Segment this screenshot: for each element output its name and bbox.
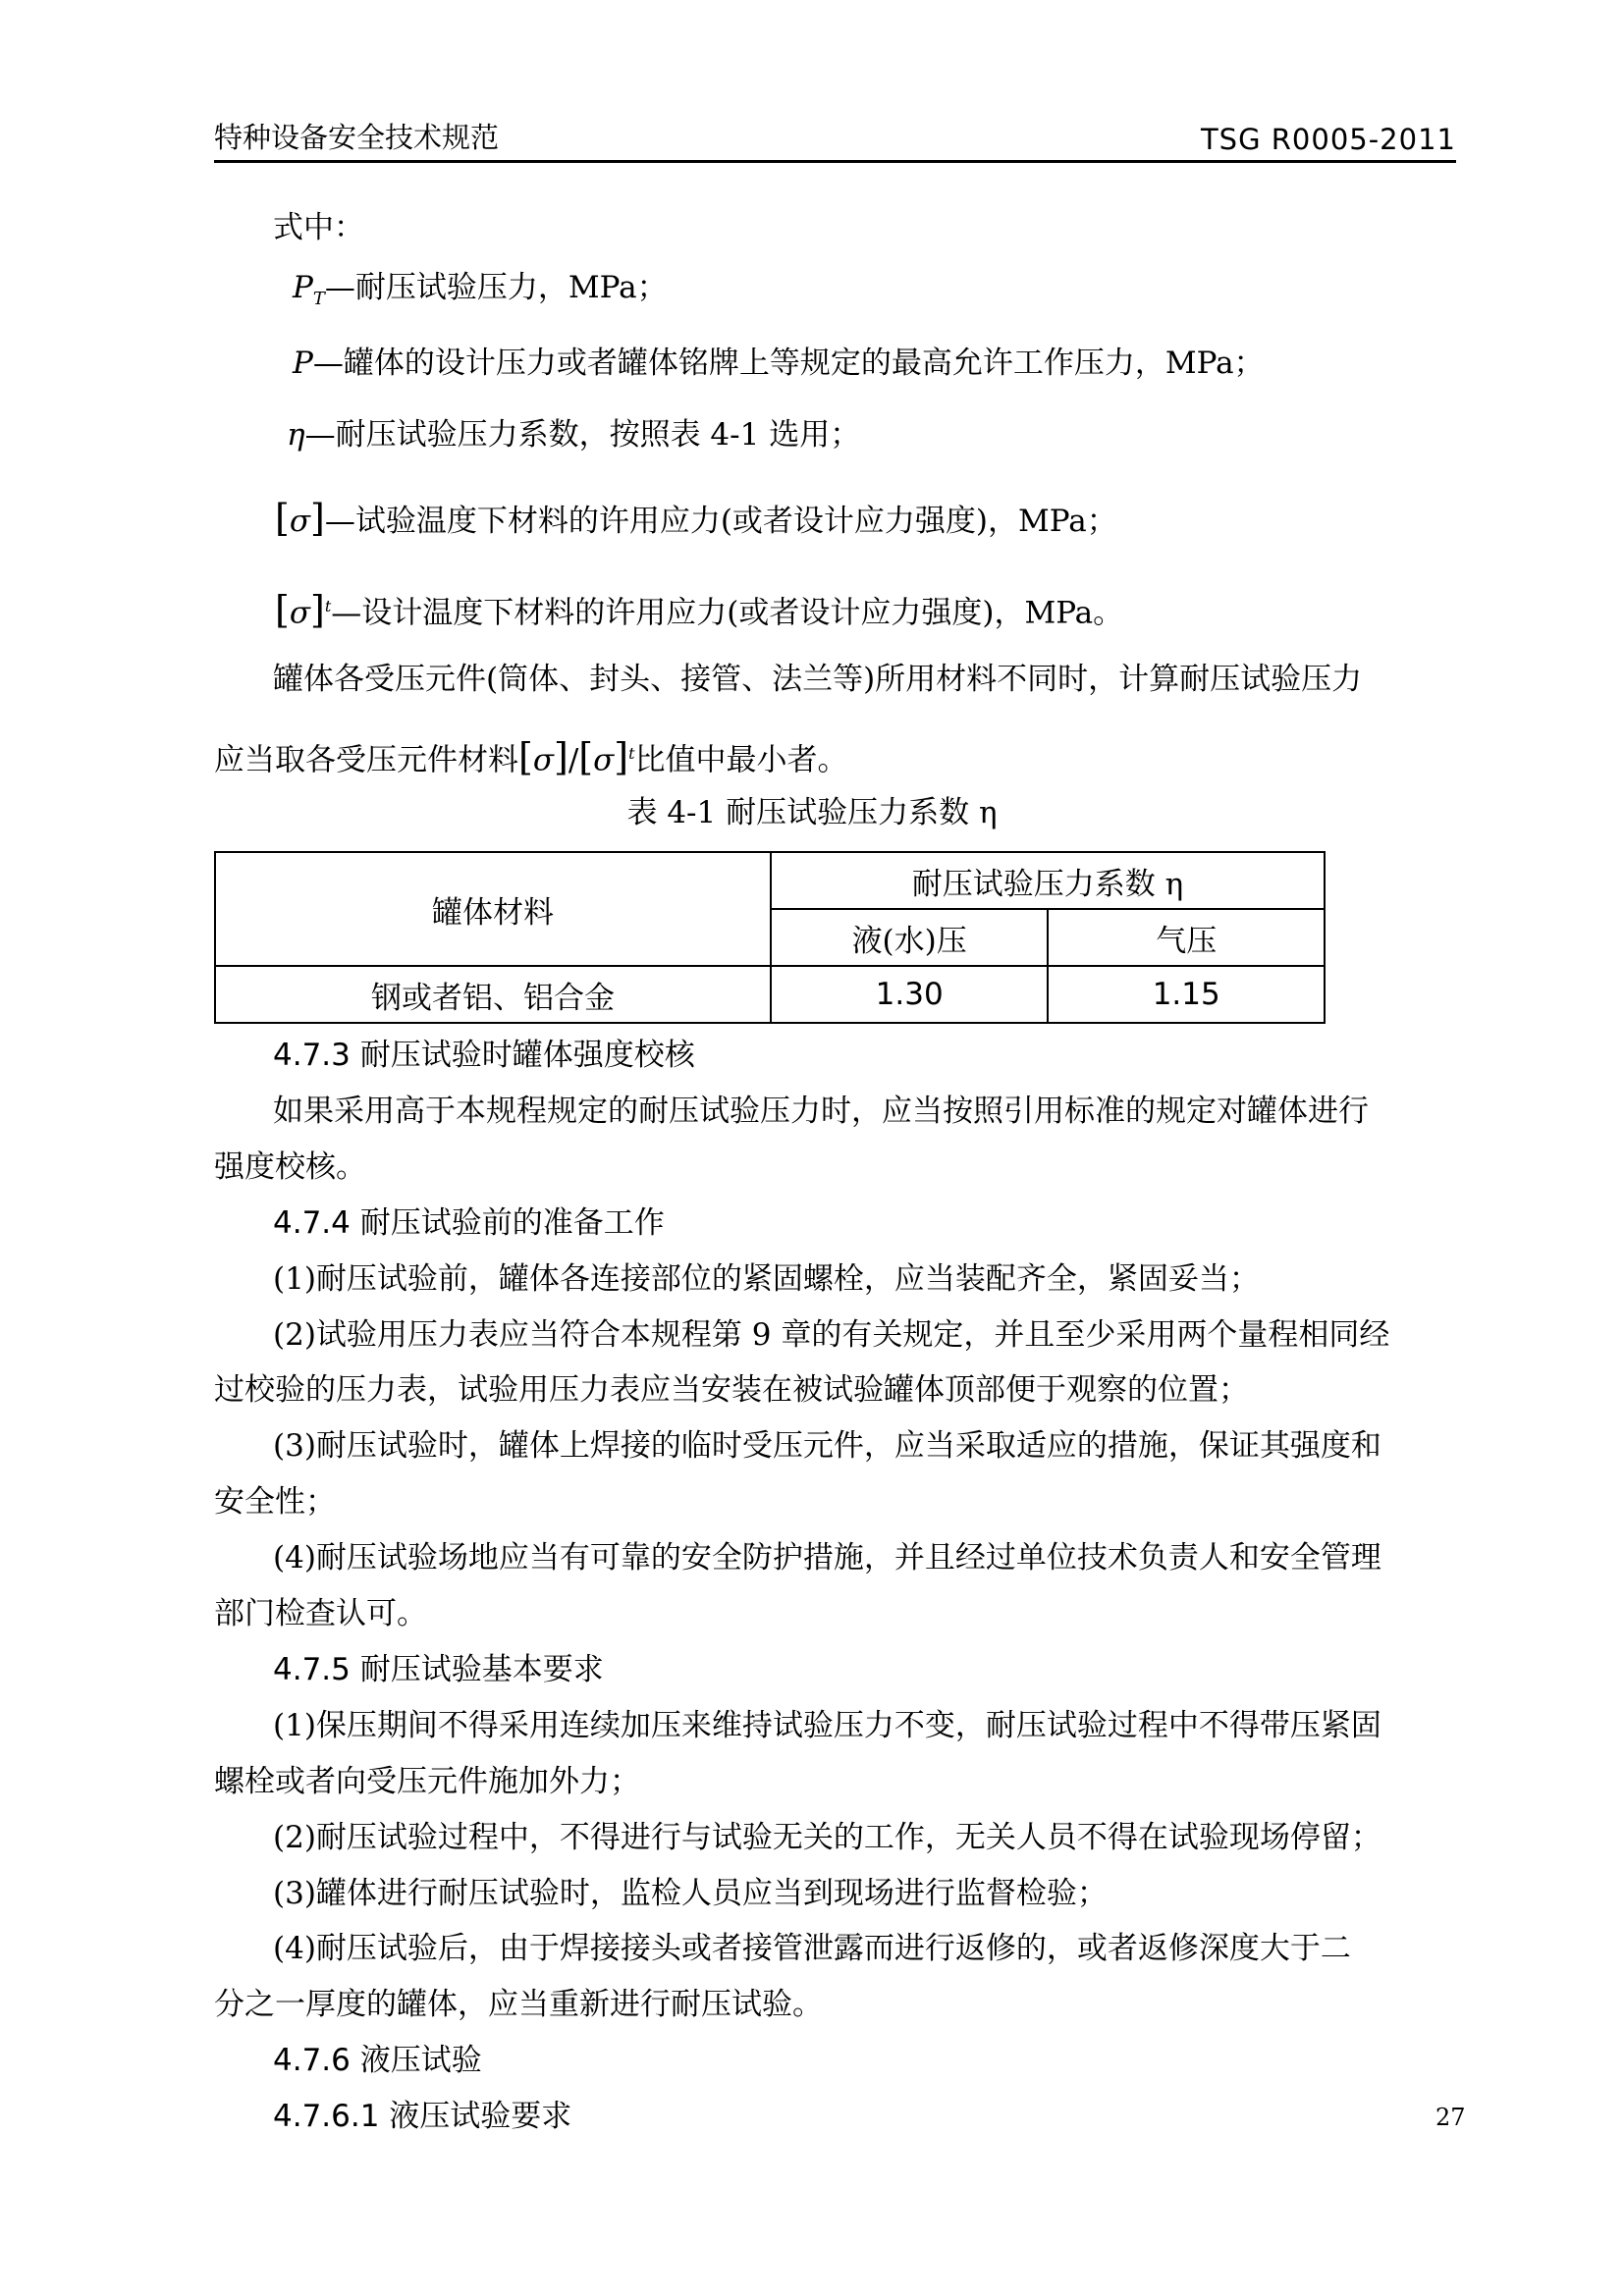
body-line: 螺栓或者向受压元件施加外力；	[214, 1764, 640, 1799]
table-caption: 表 4-1 耐压试验压力系数 η	[626, 795, 998, 830]
table-header-row	[215, 852, 1325, 909]
page-number: 27	[1435, 2104, 1466, 2131]
body-line: (2)耐压试验过程中，不得进行与试验无关的工作，无关人员不得在试验现场停留；	[273, 1820, 1381, 1855]
bracket-left: [	[275, 588, 290, 632]
header-spec-code: TSG R0005-2011	[1200, 123, 1456, 156]
body-line: 分之一厚度的罐体，应当重新进行耐压试验。	[214, 1987, 823, 2022]
page-header	[214, 121, 1456, 163]
section-heading: 4.7.5 耐压试验基本要求	[273, 1652, 604, 1687]
def-pt	[293, 268, 668, 319]
symbol-sigma: σ	[289, 595, 310, 631]
cell-material: 钢或者铝、铝合金	[215, 966, 771, 1023]
paragraph-materials-line1: 罐体各受压元件(筒体、封头、接管、法兰等)所用材料不同时，计算耐压试验压力	[273, 662, 1363, 697]
cell-liquid: 1.30	[771, 966, 1049, 1023]
section-heading: 4.7.6.1 液压试验要求	[273, 2099, 572, 2134]
header-material: 罐体材料	[215, 852, 771, 966]
body-line: (1)保压期间不得采用连续加压来维持试验压力不变，耐压试验过程中不得带压紧固	[273, 1708, 1381, 1743]
def-sigma-t	[275, 587, 1123, 632]
cell-gas: 1.15	[1048, 966, 1325, 1023]
formula-where: 式中：	[273, 210, 364, 245]
def-eta-text: —耐压试验压力系数，按照表 4-1 选用；	[304, 417, 861, 453]
symbol-pt: P	[293, 270, 313, 305]
header-coefficient: 耐压试验压力系数 η	[771, 852, 1325, 909]
ratio-t-superscript: t	[628, 744, 635, 763]
symbol-eta: η	[287, 417, 305, 453]
section-heading: 4.7.6 液压试验	[273, 2043, 482, 2078]
ratio-tail-text: 比值中最小者。	[634, 742, 848, 778]
body-line: (1)耐压试验前，罐体各连接部位的紧固螺栓，应当装配齐全，紧固妥当；	[273, 1261, 1260, 1297]
def-eta	[287, 415, 860, 454]
ratio-slash: /	[568, 742, 579, 778]
body-line: 安全性；	[214, 1484, 336, 1520]
body-line: (4)耐压试验后，由于焊接接头或者接管泄露而进行返修的，或者返修深度大于二	[273, 1931, 1351, 1966]
section-heading: 4.7.3 耐压试验时罐体强度校核	[273, 1038, 695, 1073]
symbol-sigma: σ	[593, 742, 615, 778]
header-liquid: 液(水)压	[771, 909, 1049, 966]
body-line: (2)试验用压力表应当符合本规程第 9 章的有关规定，并且至少采用两个量程相同经	[273, 1317, 1390, 1353]
def-sigma-t-text: —设计温度下材料的许用应力(或者设计应力强度)，MPa。	[331, 595, 1124, 631]
body-line: 如果采用高于本规程规定的耐压试验压力时，应当按照引用标准的规定对罐体进行	[273, 1094, 1369, 1129]
def-pt-text: —耐压试验压力，MPa；	[324, 270, 668, 305]
symbol-sigma: σ	[532, 742, 554, 778]
bracket-left: [	[518, 735, 533, 779]
ratio-lead-text: 应当取各受压元件材料	[214, 742, 518, 778]
def-p	[293, 344, 1265, 383]
body-line: 过校验的压力表，试验用压力表应当安装在被试验罐体顶部便于观察的位置；	[214, 1372, 1249, 1408]
bracket-left: [	[578, 735, 594, 779]
symbol-sigma-t-superscript: t	[324, 597, 332, 615]
pressure-coefficient-table	[214, 851, 1326, 1024]
body-line: 部门检查认可。	[214, 1596, 427, 1631]
def-p-text: —罐体的设计压力或者罐体铭牌上等规定的最高允许工作压力，MPa；	[312, 346, 1265, 381]
bracket-right: ]	[310, 497, 325, 540]
paragraph-materials-line2	[214, 734, 848, 779]
body-line: (3)罐体进行耐压试验时，监检人员应当到现场进行监督检验；	[273, 1876, 1108, 1911]
bracket-left: [	[275, 497, 290, 540]
section-heading: 4.7.4 耐压试验前的准备工作	[273, 1205, 665, 1241]
body-line: (4)耐压试验场地应当有可靠的安全防护措施，并且经过单位技术负责人和安全管理	[273, 1540, 1381, 1575]
bracket-right: ]	[554, 735, 568, 779]
body-line: (3)耐压试验时，罐体上焊接的临时受压元件，应当采取适应的措施，保证其强度和	[273, 1428, 1381, 1464]
bracket-right: ]	[614, 735, 629, 779]
body-line: 强度校核。	[214, 1149, 366, 1185]
bracket-right: ]	[310, 588, 325, 632]
symbol-pt-subscript: T	[312, 289, 325, 310]
symbol-p: P	[293, 346, 313, 381]
symbol-sigma: σ	[289, 504, 310, 539]
header-gas: 气压	[1048, 909, 1325, 966]
def-sigma	[275, 499, 1117, 541]
table-row	[215, 966, 1325, 1023]
def-sigma-text: —试验温度下材料的许用应力(或者设计应力强度)，MPa；	[324, 504, 1117, 539]
header-spec-title: 特种设备安全技术规范	[214, 121, 500, 154]
